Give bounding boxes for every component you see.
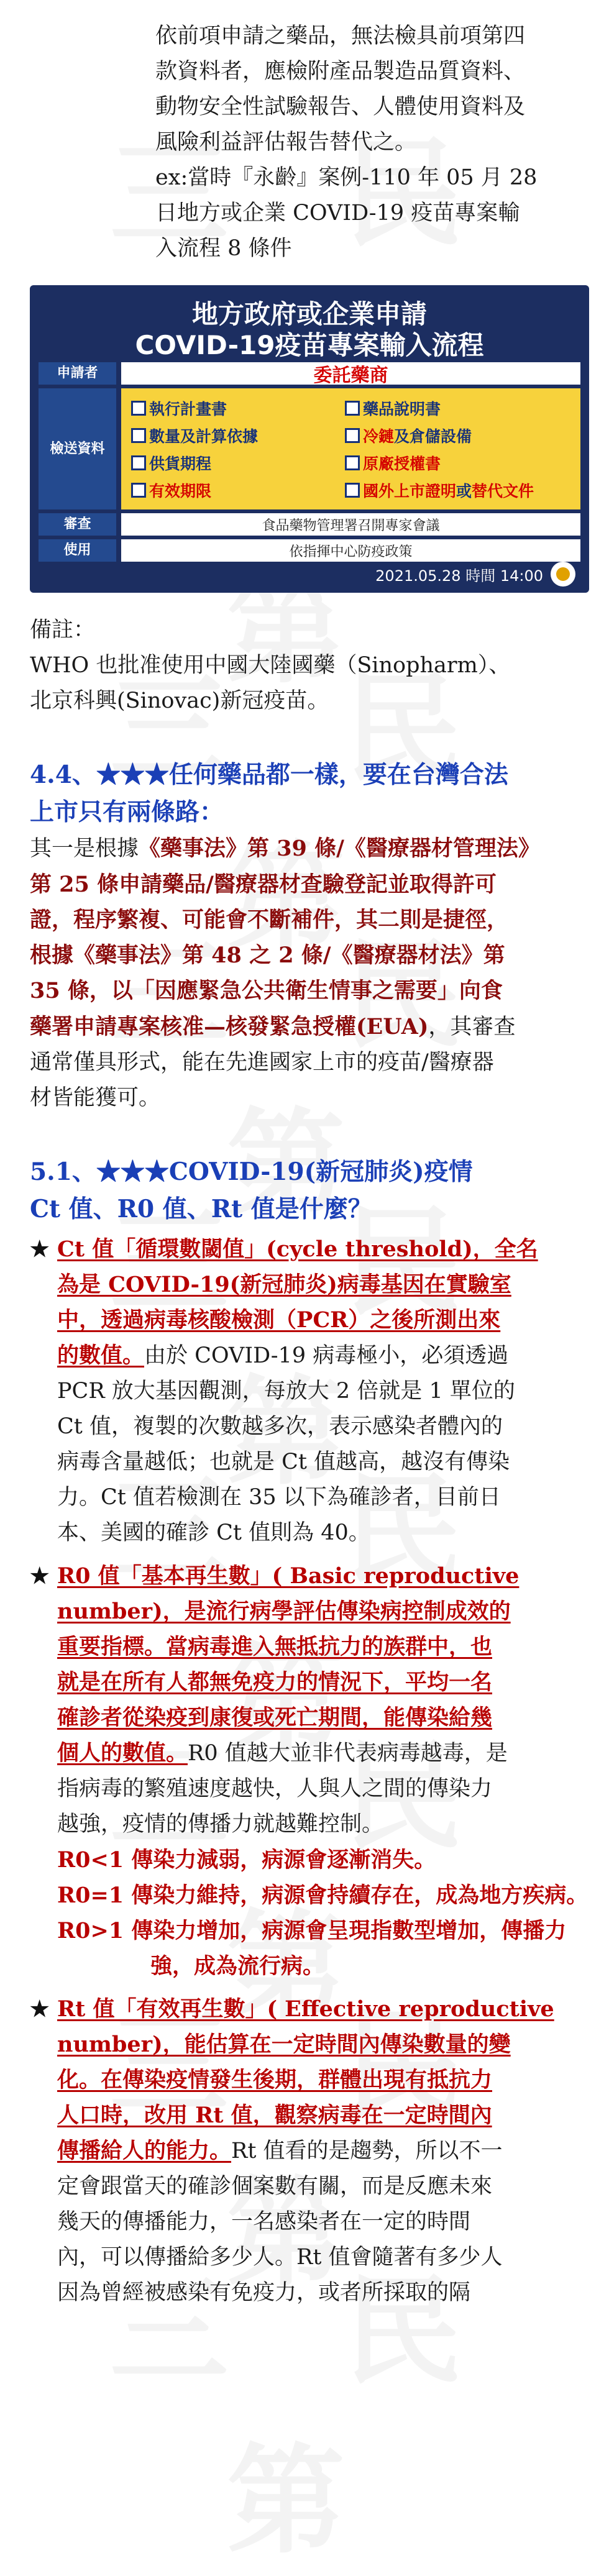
note-label: 備註： xyxy=(30,618,96,642)
review-value: 食品藥物管理署召開專家會議 xyxy=(262,518,440,534)
intro-paragraph xyxy=(30,19,589,267)
use-row xyxy=(39,539,580,562)
ct-value-item xyxy=(30,1231,589,1551)
applicant-value: 委託藥商 xyxy=(313,365,388,386)
text-line: 第 25 條申請藥品/醫療器材查驗登記並取得許可 xyxy=(30,872,497,897)
text-line: 依前項申請之藥品，無法檢具前項第四 xyxy=(155,24,526,48)
text-line: 人口時，改用 Rt 值，觀察病毒在一定時間內 xyxy=(57,2103,492,2128)
applicant-row xyxy=(39,362,580,385)
checkbox-icon xyxy=(131,401,146,416)
star-bullet-icon: ★ xyxy=(30,1236,50,1262)
text-line: 入流程 8 條件 xyxy=(155,236,292,261)
checkbox-icon xyxy=(345,401,360,416)
infographic-date: 2021.05.28 時間 14:00 xyxy=(375,567,543,585)
text-line: 因為曾經被感染有免疫力，或者所採取的隔 xyxy=(57,2280,471,2305)
section-heading: 4.4、★★★任何藥品都一樣，要在台灣合法 xyxy=(30,760,508,789)
text-line: 證，程序繁複、可能會不斷補件，其二則是捷徑， xyxy=(30,907,509,933)
documents-cell xyxy=(121,388,580,509)
section-5-1 xyxy=(30,1153,589,2311)
text-line: 越強，疫情的傳播力就越難控制。 xyxy=(57,1812,384,1837)
infographic-title: 地方政府或企業申請 xyxy=(191,299,427,329)
section-heading: Ct 值、R0 值、Rt 值是什麼？ xyxy=(30,1195,372,1223)
infographic-subtitle: COVID-19疫苗專案輸入流程 xyxy=(135,330,484,360)
text-line: 定會跟當天的確診個案數有關，而是反應未來 xyxy=(57,2174,493,2199)
use-cell xyxy=(121,539,580,562)
note-line: 北京科興(Sinovac)新冠疫苗。 xyxy=(30,688,329,713)
text-line: 幾天的傳播能力，一名感染者在一定的時間 xyxy=(57,2209,471,2234)
r0-levels xyxy=(30,1842,589,1984)
review-label: 審查 xyxy=(39,513,116,536)
r0-value-item xyxy=(30,1558,589,1842)
text-line: 重要指標。當病毒進入無抵抗力的族群中，也 xyxy=(57,1634,493,1660)
cdc-logo-icon xyxy=(551,562,575,587)
doc-item: 有效期限 xyxy=(131,479,211,501)
documents-label: 檢送資料 xyxy=(39,388,116,509)
doc-item: 國外上市證明或替代文件 xyxy=(345,479,534,501)
text-line: 化。在傳染疫情發生後期，群體出現有抵抗力 xyxy=(57,2067,493,2093)
text-line: 藥署申請專案核准—核發緊急授權(EUA)，其審查 xyxy=(30,1014,516,1039)
checkbox-icon xyxy=(131,455,146,470)
doc-item: 執行計畫書 xyxy=(131,397,227,419)
text-line: 動物安全性試驗報告、人體使用資料及 xyxy=(155,94,526,119)
star-bullet-icon: ★ xyxy=(30,1996,50,2022)
r0-level-line: R0=1 傳染力維持，病源會持續存在，成為地方疾病。 xyxy=(57,1883,588,1908)
checkbox-icon xyxy=(131,483,146,498)
text-line: 風險利益評估報告替代之。 xyxy=(155,130,417,155)
text-line: 的數值。由於 COVID-19 病毒極小，必須透過 xyxy=(57,1343,509,1368)
text-line: 內，可以傳播給多少人。Rt 值會隨著有多少人 xyxy=(57,2245,503,2270)
text-line: 款資料者，應檢附產品製造品質資料、 xyxy=(155,59,526,84)
infographic-footer xyxy=(375,562,575,587)
use-value: 依指揮中心防疫政策 xyxy=(289,544,413,560)
checkbox-icon xyxy=(131,428,146,443)
note-block xyxy=(30,613,589,719)
text-line: 就是在所有人都無免疫力的情況下，平均一名 xyxy=(57,1669,493,1695)
text-line: 根據《藥事法》第 48 之 2 條/《醫療器材法》第 xyxy=(30,943,505,968)
text-line: Ct 值「循環數閾值」(cycle threshold)，全名 xyxy=(57,1236,538,1262)
use-label: 使用 xyxy=(39,539,116,562)
checkbox-icon xyxy=(345,428,360,443)
text-line: 指病毒的繁殖速度越快，人與人之間的傳染力 xyxy=(57,1776,493,1801)
vaccine-import-process-infographic xyxy=(30,285,589,593)
doc-item: 數量及計算依據 xyxy=(131,424,258,447)
text-line: 材皆能獲可。 xyxy=(30,1085,161,1110)
r0-level-line: R0<1 傳染力減弱，病源會逐漸消失。 xyxy=(57,1847,436,1873)
text-line: 其一是根據《藥事法》第 39 條/《醫療器材管理法》 xyxy=(30,836,540,861)
checkbox-icon xyxy=(345,483,360,498)
applicant-cell xyxy=(121,362,580,385)
doc-item: 冷鏈及倉儲設備 xyxy=(345,424,472,447)
text-line: 為是 COVID-19(新冠肺炎)病毒基因在實驗室 xyxy=(57,1272,511,1297)
review-row xyxy=(39,513,580,536)
text-line: number)，能估算在一定時間內傳染數量的變 xyxy=(57,2032,511,2057)
text-line: 個人的數值。R0 值越大並非代表病毒越毒，是 xyxy=(57,1740,508,1766)
text-line: 日地方或企業 COVID-19 疫苗專案輸 xyxy=(155,201,520,226)
rt-value-item xyxy=(30,1991,589,2311)
text-line: 力。Ct 值若檢測在 35 以下為確診者，目前日 xyxy=(57,1485,501,1510)
text-line: 病毒含量越低；也就是 Ct 值越高，越沒有傳染 xyxy=(57,1450,510,1474)
section-4-4 xyxy=(30,756,589,1116)
doc-item: 原廠授權書 xyxy=(345,452,441,474)
applicant-label: 申請者 xyxy=(39,362,116,385)
documents-row xyxy=(39,388,580,509)
section-heading: 5.1、★★★COVID-19(新冠肺炎)疫情 xyxy=(30,1158,473,1186)
text-line: 中，透過病毒核酸檢測（PCR）之後所測出來 xyxy=(57,1307,501,1333)
document-body xyxy=(30,19,589,2311)
text-line: 確診者從染疫到康復或死亡期間，能傳染給幾 xyxy=(57,1705,493,1730)
note-line: WHO 也批准使用中國大陸國藥（Sinopharm）、 xyxy=(30,653,511,678)
review-cell xyxy=(121,513,580,536)
checkbox-icon xyxy=(345,455,360,470)
text-line: ex:當時『永齡』案例-110 年 05 月 28 xyxy=(155,165,538,190)
doc-item: 藥品說明書 xyxy=(345,397,441,419)
text-line: 本、美國的確診 Ct 值則為 40。 xyxy=(57,1520,370,1545)
section-heading: 上市只有兩條路： xyxy=(30,798,224,826)
text-line: number)，是流行病學評估傳染病控制成效的 xyxy=(57,1599,511,1624)
text-line: 通常僅具形式，能在先進國家上市的疫苗/醫療器 xyxy=(30,1050,494,1075)
text-line: Ct 值，複製的次數越多次，表示感染者體內的 xyxy=(57,1414,503,1439)
star-bullet-icon: ★ xyxy=(30,1563,50,1589)
text-line: PCR 放大基因觀測，每放大 2 倍就是 1 單位的 xyxy=(57,1379,515,1404)
text-line: Rt 值「有效再生數」( Effective reproductive xyxy=(57,1996,554,2022)
text-line: R0 值「基本再生數」( Basic reproductive xyxy=(57,1563,520,1589)
r0-level-line: R0>1 傳染力增加，病源會呈現指數型增加，傳播力強，成為流行病。 xyxy=(57,1918,567,1979)
text-line: 35 條，以「因應緊急公共衛生情事之需要」向食 xyxy=(30,978,503,1003)
text-line: 傳播給人的能力。Rt 值看的是趨勢，所以不一 xyxy=(57,2138,503,2163)
doc-item: 供貨期程 xyxy=(131,452,211,474)
